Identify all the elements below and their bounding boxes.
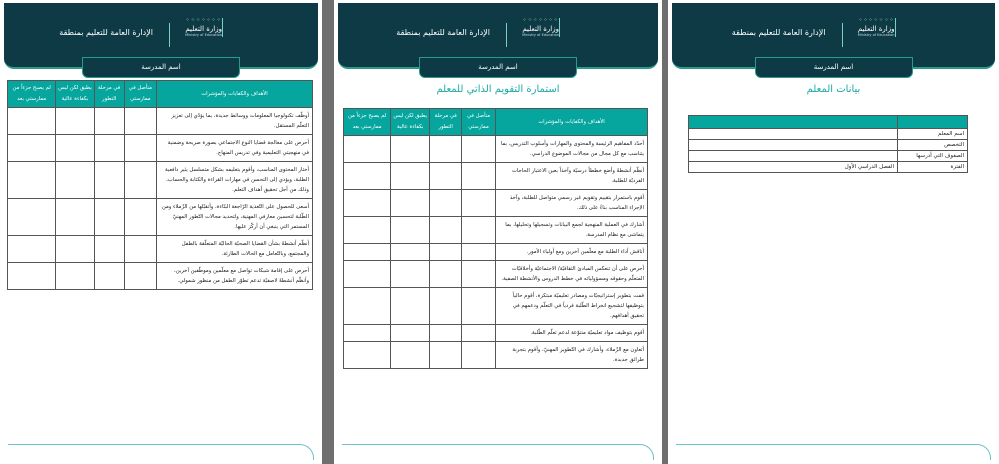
rating-cell[interactable]	[430, 325, 462, 342]
column-header: لم يصبح جزءاً من ممارستي بعد	[344, 109, 391, 136]
header-title: الإدارة العامة للتعليم بمنطقة	[396, 28, 490, 37]
rating-cell[interactable]	[462, 288, 496, 325]
rating-cell[interactable]	[124, 162, 156, 199]
indicator-text: أتعاون مع الزّملاء، وأشارك في التّطوير المهنيّ، وأقوم بتجربة طرائق جديدة.	[496, 342, 648, 369]
rating-cell[interactable]	[94, 263, 124, 290]
rating-cell[interactable]	[56, 263, 94, 290]
column-header: متأصل في ممارستي	[124, 81, 156, 108]
column-header: متأصل في ممارستي	[462, 109, 496, 136]
table-row	[344, 261, 648, 288]
page-footer-line	[342, 444, 654, 460]
indicator-text: أقوم باستمرار بتقييم وتقويم غير رسمي متواصل للطلبة، وآخذ الإجراء المناسب بناءً على ذلك.	[496, 190, 648, 217]
rating-cell[interactable]	[462, 217, 496, 244]
table-row	[344, 217, 648, 244]
indicator-text: أقوم بتوظيف مواد تعليميّة متنوّعة لدعم تعلّم الطّلبة.	[496, 325, 648, 342]
rating-cell[interactable]	[56, 162, 94, 199]
rating-cell[interactable]	[462, 244, 496, 261]
rating-cell[interactable]	[344, 190, 391, 217]
rating-cell[interactable]	[344, 325, 391, 342]
school-name-tab: اسم المدرسة	[419, 57, 577, 78]
rating-cell[interactable]	[344, 163, 391, 190]
indicator-text: أحرص على إقامة شبكات تواصل مع معلّمين وموظّفين آخرين، وأنظّم أنشطةً لاصفيّة تدعم تطوّر الطفل من منظور شمولي.	[156, 263, 312, 290]
rating-cell[interactable]	[391, 217, 430, 244]
rating-cell[interactable]	[8, 162, 56, 199]
table-row	[344, 190, 648, 217]
info-value[interactable]: الفصل الدراسي الأول	[689, 162, 898, 173]
column-header: في مرحلة التطور	[430, 109, 462, 136]
header-row	[344, 109, 648, 136]
rating-cell[interactable]	[94, 135, 124, 162]
header-row	[8, 81, 313, 108]
rating-cell[interactable]	[391, 288, 430, 325]
rating-cell[interactable]	[56, 108, 94, 135]
info-row	[689, 140, 968, 151]
indicator-text: أحدّد المفاهيم الرئيسة والمحتوى والمهارات وأسلوب التدريس، بما يتناسب مع كل مجال من مجالات الموضوع الدراسي.	[496, 136, 648, 163]
info-label: الفترة	[898, 162, 968, 173]
indicator-text: أحرص على معالجة قضايا النوع الاجتماعي بصورة صريحة وضمنية في منهجيتي التعليمية وفي تدريس المنهاج.	[156, 135, 312, 162]
rating-cell[interactable]	[124, 108, 156, 135]
rating-cell[interactable]	[56, 236, 94, 263]
header-title: الإدارة العامة للتعليم بمنطقة	[731, 28, 826, 37]
rating-cell[interactable]	[462, 325, 496, 342]
page-footer-line	[8, 444, 314, 460]
column-header: الأهداف والكفايات والمؤشرات	[156, 81, 312, 108]
indicator-text: أختار المحتوى المناسب، وأقوم بتعليمه بشكل متسلسل يثير دافعية الطلبة، ويؤدي إلى التحسن في مهارات القراءة والكتابة والحساب، وذلك من أجل تحقيق أهداف التعلم.	[156, 162, 312, 199]
rating-cell[interactable]	[344, 288, 391, 325]
rating-cell[interactable]	[430, 163, 462, 190]
rating-cell[interactable]	[462, 342, 496, 369]
rating-cell[interactable]	[391, 244, 430, 261]
table-row	[344, 244, 648, 261]
rating-cell[interactable]	[344, 217, 391, 244]
rating-cell[interactable]	[430, 244, 462, 261]
school-name-tab: اسم المدرسة	[755, 57, 913, 78]
rating-cell[interactable]	[94, 108, 124, 135]
info-label: الصفوف التي أدرسها	[898, 151, 968, 162]
page-2	[334, 0, 662, 464]
rating-cell[interactable]	[391, 325, 430, 342]
table-row	[8, 199, 313, 236]
table-row	[8, 135, 313, 162]
info-value[interactable]	[689, 151, 898, 162]
table-row	[344, 325, 648, 342]
info-label: اسم المعلم	[898, 129, 968, 140]
info-label: التخصص	[898, 140, 968, 151]
rating-cell[interactable]	[430, 342, 462, 369]
indicator-text: أنظّم أنشطةً بشأن القضايا الصحيّة الحاليّة المتعلّقة بالطفل والمجتمع، وبالتّعامل مع الحالات الطارئة.	[156, 236, 312, 263]
rating-cell[interactable]	[462, 163, 496, 190]
rating-cell[interactable]	[391, 190, 430, 217]
table-row	[8, 263, 313, 290]
table-row	[344, 288, 648, 325]
column-header: يطبق لكن ليس بكفاءة عالية	[56, 81, 94, 108]
rating-cell[interactable]	[391, 261, 430, 288]
rating-cell[interactable]	[344, 261, 391, 288]
rating-cell[interactable]	[94, 162, 124, 199]
header-title: الإدارة العامة للتعليم بمنطقة	[59, 28, 153, 37]
rating-cell[interactable]	[462, 190, 496, 217]
evaluation-table	[343, 108, 648, 369]
page-footer-line	[676, 444, 991, 460]
rating-cell[interactable]	[391, 342, 430, 369]
ministry-logo: ⁘⁘⁘⁘⁘⁘⁘ وزارة التعليم Ministry of Education	[848, 18, 896, 37]
column-header: لم يصبح جزءاً من ممارستي بعد	[8, 81, 56, 108]
rating-cell[interactable]	[344, 342, 391, 369]
ministry-logo: ⁘⁘⁘⁘⁘⁘⁘ وزارة التعليم Ministry of Education	[175, 18, 223, 37]
info-value[interactable]	[689, 129, 898, 140]
rating-cell[interactable]	[430, 288, 462, 325]
rating-cell[interactable]	[462, 136, 496, 163]
teacher-info-table	[688, 115, 968, 173]
rating-cell[interactable]	[124, 199, 156, 236]
table-row	[8, 236, 313, 263]
indicator-text: أحرص على أن تنعكس المبادئ الثقافيّة/ الاجتماعيّة وأخلاقيّات المتعلّم وحقوقه ومسؤولياته في خطط الدروس والأنشطة الصفية.	[496, 261, 648, 288]
rating-cell[interactable]	[124, 135, 156, 162]
ministry-logo: ⁘⁘⁘⁘⁘⁘⁘ وزارة التعليم Ministry of Education	[512, 18, 560, 37]
indicator-text: أوظّف تكنولوجيا المعلومات ووسائط جديدة، بما يؤدّي إلى تعزيز التعلّم المستقل.	[156, 108, 312, 135]
rating-cell[interactable]	[94, 199, 124, 236]
rating-cell[interactable]	[94, 236, 124, 263]
table-row	[8, 162, 313, 199]
rating-cell[interactable]	[430, 136, 462, 163]
page-title: بيانات المعلم	[806, 84, 861, 95]
column-header: في مرحلة التطور	[94, 81, 124, 108]
info-value[interactable]	[689, 140, 898, 151]
info-row	[689, 162, 968, 173]
indicator-text: أشارك في العملية المنهجية لجمع البيانات وتسجيلها وتحليلها، بما يتماشى مع نظام المدرسة.	[496, 217, 648, 244]
rating-cell[interactable]	[8, 263, 56, 290]
rating-cell[interactable]	[56, 135, 94, 162]
info-row	[689, 129, 968, 140]
rating-cell[interactable]	[8, 199, 56, 236]
rating-cell[interactable]	[124, 263, 156, 290]
indicator-text: قمت بتطوير إستراتيجيّات ومصادر تعليميّة مبتكرة، أقوم حالياً بتوظيفها لتشجيع انخراط الطّلبة فردياً في التعلّم ودعمهم في تحقيق أهدافهم.	[496, 288, 648, 325]
indicator-text: أنظّم أنشطةً وأضع خططاً درسيّة وآخذاً بعين الاعتبار الحاجات الفرديّة للطلبة.	[496, 163, 648, 190]
column-header: يطبق لكن ليس بكفاءة عالية	[391, 109, 430, 136]
rating-cell[interactable]	[124, 236, 156, 263]
column-header: الأهداف والكفايات والمؤشرات	[496, 109, 648, 136]
evaluation-table	[7, 80, 313, 290]
rating-cell[interactable]	[344, 244, 391, 261]
rating-cell[interactable]	[8, 135, 56, 162]
rating-cell[interactable]	[56, 199, 94, 236]
table-row	[8, 108, 313, 135]
indicator-text: أناقش أداء الطلبة مع معلّمين آخرين ومع أولياء الأمور.	[496, 244, 648, 261]
rating-cell[interactable]	[391, 163, 430, 190]
rating-cell[interactable]	[8, 236, 56, 263]
rating-cell[interactable]	[344, 136, 391, 163]
info-row	[689, 151, 968, 162]
rating-cell[interactable]	[430, 190, 462, 217]
table-row	[344, 163, 648, 190]
page-1	[0, 0, 322, 464]
rating-cell[interactable]	[430, 261, 462, 288]
table-row	[344, 136, 648, 163]
page-title: استمارة التقويم الذاتي للمعلم	[436, 84, 560, 95]
rating-cell[interactable]	[462, 261, 496, 288]
school-name-tab: اسم المدرسة	[82, 57, 240, 78]
indicator-text: أسعى للحصول على التّغذية الرّاجعة البنّاءة، وأتقبّلها من الزّملاء ومن الطّلبة لتحسين معارفي المهنية، ولتحديد مجالات التّطور المهنيّ المستمر التي ينبغي أن أركّز عليها.	[156, 199, 312, 236]
page-3	[668, 0, 999, 464]
rating-cell[interactable]	[391, 136, 430, 163]
table-row	[344, 342, 648, 369]
rating-cell[interactable]	[430, 217, 462, 244]
rating-cell[interactable]	[8, 108, 56, 135]
